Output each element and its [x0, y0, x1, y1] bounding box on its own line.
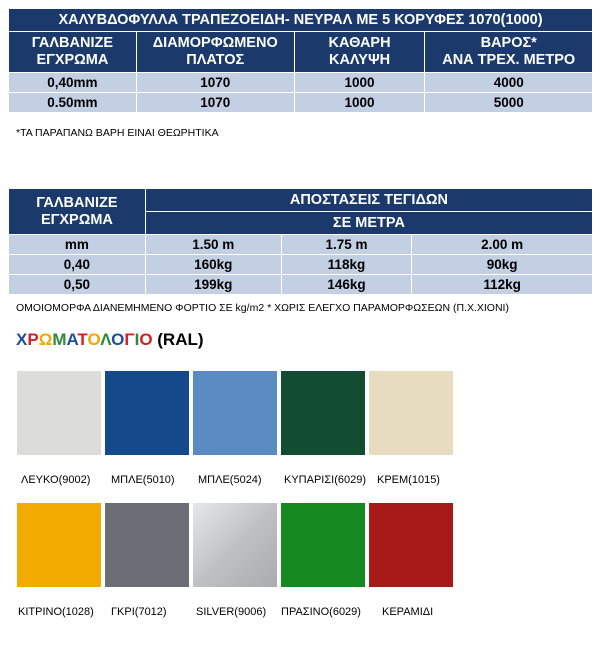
- table-row: [9, 73, 593, 93]
- table-cell: 1000: [294, 73, 425, 93]
- table-cell: 1070: [136, 73, 294, 93]
- table-cell: 160kg: [145, 255, 281, 275]
- table-row: [9, 93, 593, 113]
- swatch-label: ΚΡΕΜ(1015): [377, 474, 440, 486]
- swatch-label: ΚΕΡΑΜΙΔΙ: [382, 606, 434, 618]
- col-header-net-coverage: ΚΑΘΑΡΗ ΚΑΛΥΨΗ: [294, 32, 425, 73]
- swatch-cream-1015: [369, 371, 453, 455]
- sheet-specs-table: [8, 8, 593, 113]
- col-header-formed-width: ΔΙΑΜΟΡΦΩΜΕΝΟ ΠΛΑΤΟΣ: [136, 32, 294, 73]
- swatch-blue-5024: [193, 371, 277, 455]
- sheet-specs-title: ΧΑΛΥΒΔΟΦΥΛΛΑ ΤΡΑΠΕΖΟΕΙΔΗ- ΝΕΥΡΑΛ ΜΕ 5 ΚΟΡΥΦΕΣ 1070(1000): [9, 9, 593, 32]
- table-row: [9, 275, 593, 295]
- swatch-label: ΓΚΡΙ(7012): [111, 606, 167, 618]
- swatch-label: ΠΡΑΣΙΝΟ(6029): [281, 606, 361, 618]
- palette-title-letter: Λ: [100, 330, 112, 349]
- palette-title-letter: Α: [66, 330, 78, 349]
- table-cell: 0,40mm: [9, 73, 137, 93]
- palette-title-letter: Τ: [77, 330, 88, 349]
- table-cell: 90kg: [412, 255, 593, 275]
- col-header-coating: ΓΑΛΒΑΝΙΖΕ ΕΓΧΡΩΜΑ: [9, 189, 146, 235]
- table-cell: mm: [9, 235, 146, 255]
- table-cell: 112kg: [412, 275, 593, 295]
- table-cell: 1070: [136, 93, 294, 113]
- col-header-weight: ΒΑΡΟΣ* ΑΝΑ ΤΡΕΧ. ΜΕΤΡΟ: [425, 32, 593, 73]
- palette-title-letter: Ο: [139, 330, 153, 349]
- table-cell: 0,50: [9, 275, 146, 295]
- table-cell: 118kg: [281, 255, 412, 275]
- palette-title-letter: Ω: [38, 330, 53, 349]
- purlin-spacing-unit-header: ΣΕ ΜΕΤΡΑ: [145, 212, 592, 235]
- swatch-label: SILVER(9006): [196, 606, 267, 618]
- palette-title-letter: Γ: [124, 330, 135, 349]
- swatch-label: ΚΙΤΡΙΝΟ(1028): [18, 606, 94, 618]
- purlin-load-table: [8, 188, 593, 295]
- table-cell: 0,40: [9, 255, 146, 275]
- table-cell: 1.75 m: [281, 235, 412, 255]
- swatch-tile-red: [369, 503, 453, 587]
- swatch-green-6029: [281, 503, 365, 587]
- palette-title-letter: Μ: [52, 330, 67, 349]
- swatch-grey-7012: [105, 503, 189, 587]
- swatch-label: ΚΥΠΑΡΙΣΙ(6029): [284, 474, 367, 486]
- table-cell: 4000: [425, 73, 593, 93]
- swatch-silver-9006: [193, 503, 277, 587]
- col-header-coating: ΓΑΛΒΑΝΙΖΕ ΕΓΧΡΩΜΑ: [9, 32, 137, 73]
- swatch-cypress-6029: [281, 371, 365, 455]
- table-cell: 2.00 m: [412, 235, 593, 255]
- swatch-label: ΛΕΥΚΟ(9002): [21, 474, 91, 486]
- table-cell: 199kg: [145, 275, 281, 295]
- swatch-label: ΜΠΛΕ(5024): [198, 474, 262, 486]
- swatch-label: ΜΠΛΕ(5010): [111, 474, 175, 486]
- theoretical-weight-note: *ΤΑ ΠΑΡΑΠΑΝΩ ΒΑΡΗ ΕΙΝΑΙ ΘΕΩΡΗΤΙΚΑ: [16, 127, 219, 139]
- swatch-white-9002: [17, 371, 101, 455]
- palette-title-letter: Ρ: [27, 330, 39, 349]
- table-cell: 1.50 m: [145, 235, 281, 255]
- swatch-blue-5010: [105, 371, 189, 455]
- palette-title-letter: Χ: [16, 330, 28, 349]
- swatch-yellow-1028: [17, 503, 101, 587]
- table-row: [9, 255, 593, 275]
- purlin-spacing-header: ΑΠΟΣΤΑΣΕΙΣ ΤΕΓΙΔΩΝ: [145, 189, 592, 212]
- table-cell: 0.50mm: [9, 93, 137, 113]
- load-note: ΟΜΟΙΟΜΟΡΦΑ ΔΙΑΝΕΜΗΜΕΝΟ ΦΟΡΤΙΟ ΣΕ kg/m2 * ΧΩΡΙΣ ΕΛΕΓΧΟ ΠΑΡΑΜΟΡΦΩΣΕΩΝ (Π.Χ.ΧΙΟΝΙ): [16, 302, 509, 314]
- table-cell: 5000: [425, 93, 593, 113]
- palette-title: ΧΡΩΜΑΤΟΛΟΓΙΟ (RAL): [16, 330, 204, 349]
- table-cell: 146kg: [281, 275, 412, 295]
- palette-title-letter: Ο: [111, 330, 125, 349]
- palette-title-letter: Ι: [134, 330, 140, 349]
- table-cell: 1000: [294, 93, 425, 113]
- palette-title-letter: Ο: [87, 330, 101, 349]
- table-row: [9, 235, 593, 255]
